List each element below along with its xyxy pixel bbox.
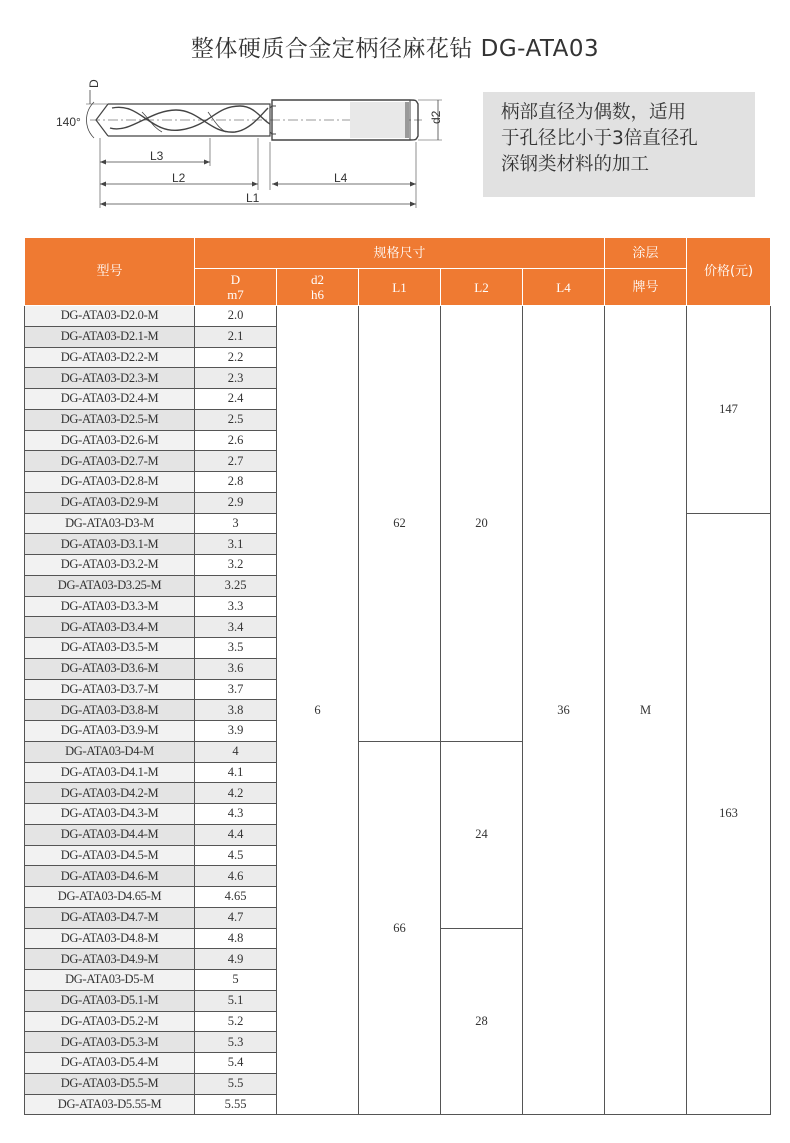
model-cell: DG-ATA03-D2.7-M [25, 451, 195, 472]
diameter-cell: 4.3 [195, 804, 277, 825]
diameter-cell: 3.6 [195, 658, 277, 679]
model-cell: DG-ATA03-D5.4-M [25, 1053, 195, 1074]
label-d2: d2 [429, 110, 443, 124]
drill-diagram [50, 72, 443, 217]
l2-cell: 24 [441, 741, 523, 928]
diameter-cell: 5.3 [195, 1032, 277, 1053]
model-cell: DG-ATA03-D3.3-M [25, 596, 195, 617]
header-model: 型号 [25, 238, 195, 306]
model-cell: DG-ATA03-D5.3-M [25, 1032, 195, 1053]
label-l3: L3 [150, 149, 164, 163]
note-line: 于孔径比小于3倍直径孔 [501, 128, 698, 149]
diameter-cell: 2.5 [195, 409, 277, 430]
diameter-cell: 4.65 [195, 887, 277, 908]
price-cell: 163 [687, 513, 771, 1115]
model-cell: DG-ATA03-D4.7-M [25, 907, 195, 928]
label-l2: L2 [172, 171, 186, 185]
diameter-cell: 5.4 [195, 1053, 277, 1074]
diameter-cell: 3.9 [195, 721, 277, 742]
model-cell: DG-ATA03-D2.9-M [25, 492, 195, 513]
diameter-cell: 2.3 [195, 368, 277, 389]
diameter-cell: 4.8 [195, 928, 277, 949]
diameter-cell: 2.8 [195, 472, 277, 493]
label-d: D [87, 79, 101, 88]
diameter-cell: 4.6 [195, 866, 277, 887]
header-l1: L1 [359, 269, 441, 306]
header-d2-tol: h6 [311, 287, 324, 302]
model-cell: DG-ATA03-D4.9-M [25, 949, 195, 970]
table-row [25, 306, 771, 327]
model-cell: DG-ATA03-D4.4-M [25, 824, 195, 845]
model-cell: DG-ATA03-D2.1-M [25, 326, 195, 347]
l1-cell: 62 [359, 306, 441, 742]
header-d [195, 269, 277, 306]
diameter-cell: 5.1 [195, 990, 277, 1011]
diameter-cell: 4.5 [195, 845, 277, 866]
grade-cell: M [605, 306, 687, 1115]
diameter-cell: 3.1 [195, 534, 277, 555]
model-cell: DG-ATA03-D2.5-M [25, 409, 195, 430]
model-cell: DG-ATA03-D2.0-M [25, 306, 195, 327]
diameter-cell: 5.2 [195, 1011, 277, 1032]
diameter-cell: 4.4 [195, 824, 277, 845]
model-cell: DG-ATA03-D4.6-M [25, 866, 195, 887]
model-cell: DG-ATA03-D3-M [25, 513, 195, 534]
model-cell: DG-ATA03-D4.2-M [25, 783, 195, 804]
diameter-cell: 3.7 [195, 679, 277, 700]
diameter-cell: 2.1 [195, 326, 277, 347]
model-cell: DG-ATA03-D3.25-M [25, 575, 195, 596]
model-cell: DG-ATA03-D2.6-M [25, 430, 195, 451]
model-cell: DG-ATA03-D4-M [25, 741, 195, 762]
l2-cell: 28 [441, 928, 523, 1115]
header-grade: 牌号 [605, 269, 687, 306]
model-cell: DG-ATA03-D4.5-M [25, 845, 195, 866]
model-cell: DG-ATA03-D4.3-M [25, 804, 195, 825]
diameter-cell: 3.5 [195, 638, 277, 659]
header-coating-group: 涂层 [605, 238, 687, 269]
price-cell: 147 [687, 306, 771, 514]
model-cell: DG-ATA03-D3.8-M [25, 700, 195, 721]
model-cell: DG-ATA03-D3.2-M [25, 555, 195, 576]
header-d2 [277, 269, 359, 306]
header-l2: L2 [441, 269, 523, 306]
spec-table-body [25, 306, 771, 1115]
model-cell: DG-ATA03-D3.5-M [25, 638, 195, 659]
diameter-cell: 3.25 [195, 575, 277, 596]
d2-cell: 6 [277, 306, 359, 1115]
l2-cell: 20 [441, 306, 523, 742]
usage-note [483, 92, 755, 197]
model-cell: DG-ATA03-D3.4-M [25, 617, 195, 638]
note-line: 深钢类材料的加工 [501, 154, 650, 175]
header-price: 价格(元) [687, 238, 771, 306]
diameter-cell: 5.55 [195, 1094, 277, 1115]
header-d2-label: d2 [311, 272, 324, 287]
label-l1: L1 [246, 191, 260, 205]
model-cell: DG-ATA03-D3.1-M [25, 534, 195, 555]
header-l4: L4 [523, 269, 605, 306]
diameter-cell: 4.1 [195, 762, 277, 783]
diameter-cell: 5 [195, 970, 277, 991]
diameter-cell: 2.7 [195, 451, 277, 472]
diameter-cell: 3.2 [195, 555, 277, 576]
model-cell: DG-ATA03-D5.55-M [25, 1094, 195, 1115]
model-cell: DG-ATA03-D2.3-M [25, 368, 195, 389]
label-l4: L4 [334, 171, 348, 185]
model-cell: DG-ATA03-D2.2-M [25, 347, 195, 368]
model-cell: DG-ATA03-D5.2-M [25, 1011, 195, 1032]
diameter-cell: 4.7 [195, 907, 277, 928]
label-angle: 140° [56, 115, 81, 129]
diameter-cell: 3.4 [195, 617, 277, 638]
model-cell: DG-ATA03-D4.1-M [25, 762, 195, 783]
model-cell: DG-ATA03-D4.65-M [25, 887, 195, 908]
page-title: 整体硬质合金定柄径麻花钻 DG-ATA03 [190, 36, 600, 62]
model-cell: DG-ATA03-D4.8-M [25, 928, 195, 949]
diameter-cell: 3.3 [195, 596, 277, 617]
model-cell: DG-ATA03-D5-M [25, 970, 195, 991]
diameter-cell: 2.4 [195, 389, 277, 410]
diameter-cell: 2.6 [195, 430, 277, 451]
header-d-tol: m7 [227, 287, 244, 302]
diameter-cell: 5.5 [195, 1073, 277, 1094]
model-cell: DG-ATA03-D5.1-M [25, 990, 195, 1011]
diameter-cell: 3.8 [195, 700, 277, 721]
diameter-cell: 4.9 [195, 949, 277, 970]
diameter-cell: 3 [195, 513, 277, 534]
note-line: 柄部直径为偶数，适用 [501, 102, 687, 123]
model-cell: DG-ATA03-D3.7-M [25, 679, 195, 700]
l4-cell: 36 [523, 306, 605, 1115]
header-d-label: D [230, 272, 241, 287]
model-cell: DG-ATA03-D2.4-M [25, 389, 195, 410]
model-cell: DG-ATA03-D3.9-M [25, 721, 195, 742]
diameter-cell: 2.9 [195, 492, 277, 513]
diameter-cell: 2.2 [195, 347, 277, 368]
l1-cell: 66 [359, 741, 441, 1115]
model-cell: DG-ATA03-D3.6-M [25, 658, 195, 679]
diameter-cell: 2.0 [195, 306, 277, 327]
diameter-cell: 4 [195, 741, 277, 762]
model-cell: DG-ATA03-D2.8-M [25, 472, 195, 493]
spec-table [24, 237, 771, 1115]
header-spec-group: 规格尺寸 [195, 238, 605, 269]
model-cell: DG-ATA03-D5.5-M [25, 1073, 195, 1094]
diameter-cell: 4.2 [195, 783, 277, 804]
